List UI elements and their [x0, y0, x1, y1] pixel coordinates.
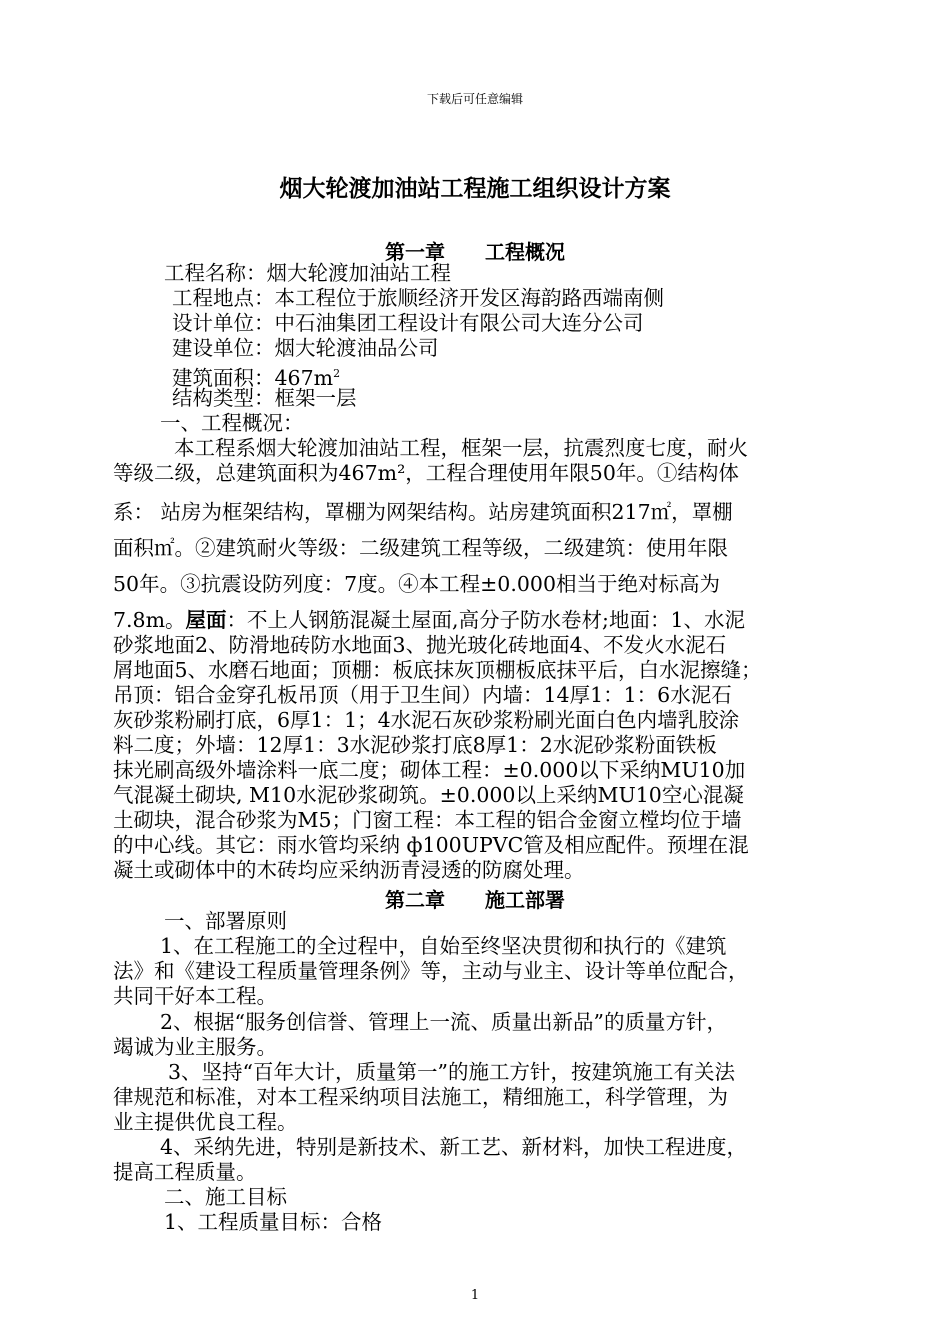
chapter-2-heading — [0, 884, 950, 913]
overview-line-4: 面积㎡。②建筑耐火等级：二级建筑工程等级，二级建筑：使用年限 — [113, 536, 728, 560]
overview-line-13: 气混凝土砌块, M10水泥砂浆砌筑。±0.000以上采纳MU10空心混凝 — [113, 783, 744, 807]
principle-3-line-1: 3、坚持“百年大计，质量第一”的施工方针，按建筑施工有关法 — [168, 1060, 736, 1084]
overview-line-1: 本工程系烟大轮渡加油站工程，框架一层，抗震烈度七度，耐火 — [174, 436, 748, 460]
principle-3-line-3: 业主提供优良工程。 — [113, 1110, 298, 1134]
section-overview-heading: 一、工程概况： — [160, 411, 304, 435]
info-project-location: 工程地点：本工程位于旅顺经济开发区海韵路西端南侧 — [172, 286, 664, 310]
principle-4-line-1: 4、采纳先进，特别是新技术、新工艺、新材料，加快工程进度， — [160, 1135, 748, 1159]
chapter-1-number: 第一章 — [385, 240, 445, 264]
chapter-1-heading — [0, 236, 950, 265]
principle-3-line-2: 律规范和标准，对本工程采纳项目法施工，精细施工，科学管理，为 — [113, 1085, 728, 1109]
overview-line-8: 屑地面5、水磨石地面；顶棚：板底抹灰顶棚板底抹平后，白水泥擦缝； — [113, 658, 762, 682]
section-principles-heading: 一、部署原则 — [164, 909, 287, 933]
chapter-2-number: 第二章 — [385, 888, 445, 912]
overview-line-3: 系： 站房为框架结构，罩棚为网架结构。站房建筑面积217㎡，罩棚 — [113, 500, 733, 524]
overview-line-11: 料二度；外墙：12厚1：3水泥砂浆打底8厚1：2水泥砂浆粉面铁板 — [113, 733, 717, 757]
overview-line-6 — [113, 608, 745, 633]
area-superscript: 2 — [333, 367, 341, 380]
overview-line-2: 等级二级，总建筑面积为467m²，工程合理使用年限50年。①结构体 — [113, 461, 739, 485]
overview-line-15: 的中心线。其它：雨水管均采纳 ф100UPVC管及相应配件。预埋在混 — [113, 833, 749, 857]
principle-1-line-3: 共同干好本工程。 — [113, 984, 277, 1008]
principle-1-line-2: 法》和《建设工程质量管理条例》等，主动与业主、设计等单位配合， — [113, 959, 749, 983]
principle-2-line-1: 2、根据“服务创信誉、管理上一流、质量出新品”的质量方针， — [160, 1010, 728, 1034]
page-number: 1 — [470, 1288, 480, 1303]
chapter-2-name: 施工部署 — [485, 888, 565, 912]
info-project-name: 工程名称：烟大轮渡加油站工程 — [164, 261, 451, 285]
header-note: 下载后可任意编辑 — [426, 92, 523, 106]
overview-line-10: 灰砂浆粉刷打底，6厚1：1；4水泥石灰砂浆粉刷光面白色内墙乳胶涂 — [113, 708, 740, 732]
principle-2-line-2: 竭诚为业主服务。 — [113, 1035, 277, 1059]
info-design-unit: 设计单位：中石油集团工程设计有限公司大连分公司 — [172, 311, 644, 335]
overview-line-12: 抹光刷高级外墙涂料一底二度；砌体工程：±0.000以下采纳MU10加 — [113, 758, 746, 782]
chapter-1-name: 工程概况 — [485, 240, 565, 264]
principle-1-line-1: 1、在工程施工的全过程中，自始至终坚决贯彻和执行的《建筑 — [160, 934, 727, 958]
overview-line-5: 50年。③抗震设防列度：7度。④本工程±0.000相当于绝对标高为 — [113, 572, 720, 596]
document-title: 烟大轮渡加油站工程施工组织设计方案 — [279, 176, 671, 202]
overview-line-6-start: 7.8m。 — [113, 608, 186, 632]
overview-line-14: 土砌块，混合砂浆为M5；门窗工程：本工程的铝合金窗立樘均位于墙 — [113, 808, 742, 832]
info-structure-type: 结构类型：框架一层 — [172, 386, 357, 410]
info-construction-unit: 建设单位：烟大轮渡油品公司 — [172, 336, 439, 360]
principle-4-line-2: 提高工程质量。 — [113, 1160, 257, 1184]
section-goals-heading: 二、施工目标 — [164, 1185, 287, 1209]
overview-line-6-rest: ：不上人钢筋混凝土屋面,高分子防水卷材;地面：1、水泥 — [226, 608, 746, 632]
info-building-area-text: 建筑面积：467m — [172, 365, 334, 390]
goal-1: 1、工程质量目标：合格 — [164, 1210, 383, 1234]
roof-label: 屋面 — [185, 608, 227, 632]
overview-line-16: 凝土或砌体中的木砖均应采纳沥青浸透的防腐处理。 — [113, 858, 585, 882]
overview-line-9: 吊顶：铝合金穿孔板吊顶（用于卫生间）内墙：14厚1：1：6水泥石 — [113, 683, 732, 707]
overview-line-7: 砂浆地面2、防滑地砖防水地面3、抛光玻化砖地面4、不发火水泥石 — [113, 633, 727, 657]
